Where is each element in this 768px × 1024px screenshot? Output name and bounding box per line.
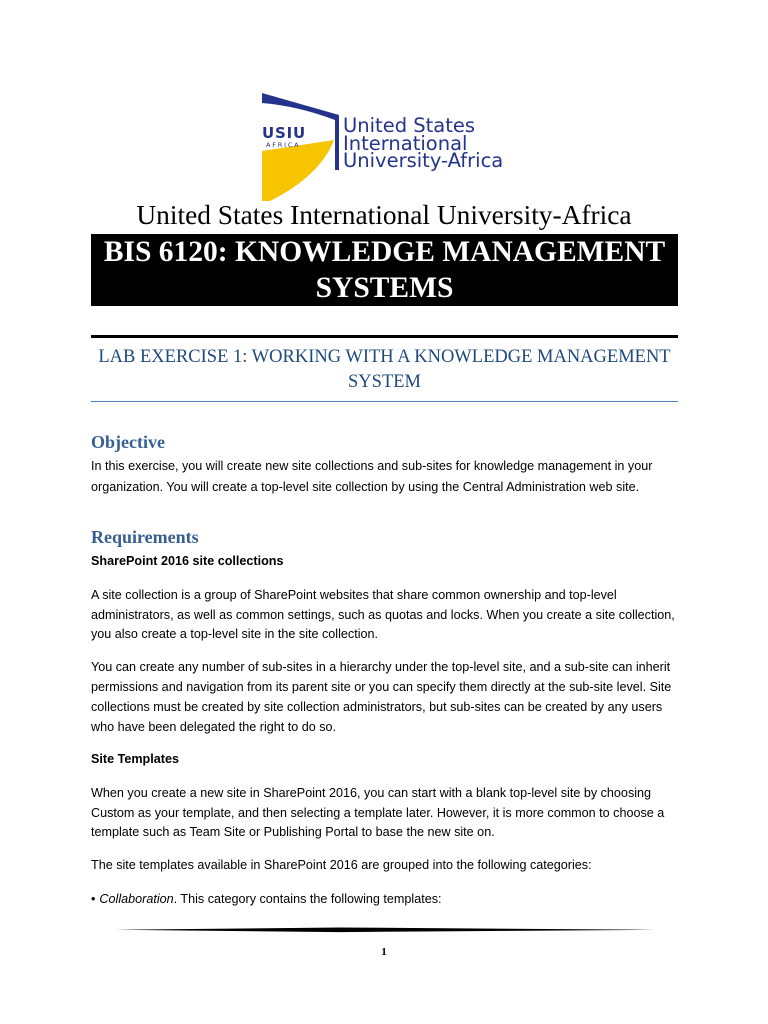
site-templates-subheading: Site Templates bbox=[91, 752, 179, 766]
title-divider bbox=[91, 335, 678, 338]
paragraph-line: A site collection is a group of SharePoint websites that share common ownership and top-level bbox=[91, 588, 617, 602]
paragraph-line: When you create a new site in SharePoint 2016, you can start with a blank top-level site by choosing bbox=[91, 786, 652, 800]
paragraph-line: administrators, as well as common settings, such as quotas and locks. When you create a site collection, bbox=[91, 607, 675, 622]
paragraph-line: organization. You will create a top-level site collection by using the Central Administration web site. bbox=[91, 480, 640, 494]
course-title-line: BIS 6120: KNOWLEDGE MANAGEMENT bbox=[103, 236, 666, 268]
lab-title-underline bbox=[91, 401, 678, 402]
paragraph-line: collections must be created by site collection administrators, but sub-sites can be created by any users bbox=[91, 700, 663, 714]
logo-mark-usiu: USIU bbox=[262, 124, 306, 142]
paragraph-line: Custom as your template, and then selecting a template later. However, it is more common to choose a bbox=[91, 805, 665, 820]
course-title-banner bbox=[91, 234, 678, 306]
bullet-marker: • bbox=[91, 892, 96, 906]
university-name: United States International University-Africa bbox=[136, 200, 632, 230]
site-collections-paragraph-2 bbox=[91, 657, 691, 737]
paragraph-line: You can create any number of sub-sites in a hierarchy under the top-level site, and a sub-site can inherit bbox=[91, 660, 671, 674]
bullet-term: Collaboration bbox=[99, 892, 174, 906]
page-number: 1 bbox=[381, 946, 387, 958]
course-title-line: SYSTEMS bbox=[315, 272, 454, 304]
site-collections-subheading: SharePoint 2016 site collections bbox=[91, 554, 284, 568]
site-collections-paragraph-1 bbox=[91, 586, 691, 645]
paragraph-line: who have been delegated the right to do so. bbox=[91, 720, 337, 734]
site-templates-paragraph bbox=[91, 784, 691, 843]
university-logo bbox=[255, 88, 525, 206]
logo-mark-africa: AFRICA bbox=[266, 141, 301, 149]
paragraph-line: The site templates available in SharePoint 2016 are grouped into the following categories: bbox=[91, 858, 592, 872]
bullet-line bbox=[91, 889, 691, 909]
paragraph-line: In this exercise, you will create new site collections and sub-sites for knowledge management in your bbox=[91, 459, 653, 473]
categories-intro-paragraph bbox=[91, 855, 691, 875]
logo-name-line: International bbox=[343, 132, 468, 155]
paragraph-line: permissions and navigation from its parent site or you can specify them directly at the sub-site level. Site bbox=[91, 680, 672, 694]
logo-name-line: University-Africa bbox=[343, 149, 504, 172]
paragraph-line: template such as Team Site or Publishing Portal to base the new site on. bbox=[91, 825, 495, 840]
lab-title-line: LAB EXERCISE 1: WORKING WITH A KNOWLEDGE MANAGEMENT bbox=[98, 347, 671, 367]
paragraph-line: you also create a top-level site in the site collection. bbox=[91, 627, 379, 642]
bullet-text: . This category contains the following templates: bbox=[173, 892, 442, 906]
objective-heading: Objective bbox=[91, 432, 165, 452]
objective-paragraph bbox=[91, 456, 691, 498]
lab-title-line: SYSTEM bbox=[348, 372, 421, 392]
requirements-heading: Requirements bbox=[91, 527, 199, 547]
footer-divider bbox=[110, 924, 660, 936]
collaboration-bullet bbox=[91, 889, 691, 909]
logo-name-line: United States bbox=[343, 114, 476, 137]
lab-exercise-title bbox=[91, 345, 678, 395]
logo-yellow-wedge bbox=[262, 140, 334, 201]
